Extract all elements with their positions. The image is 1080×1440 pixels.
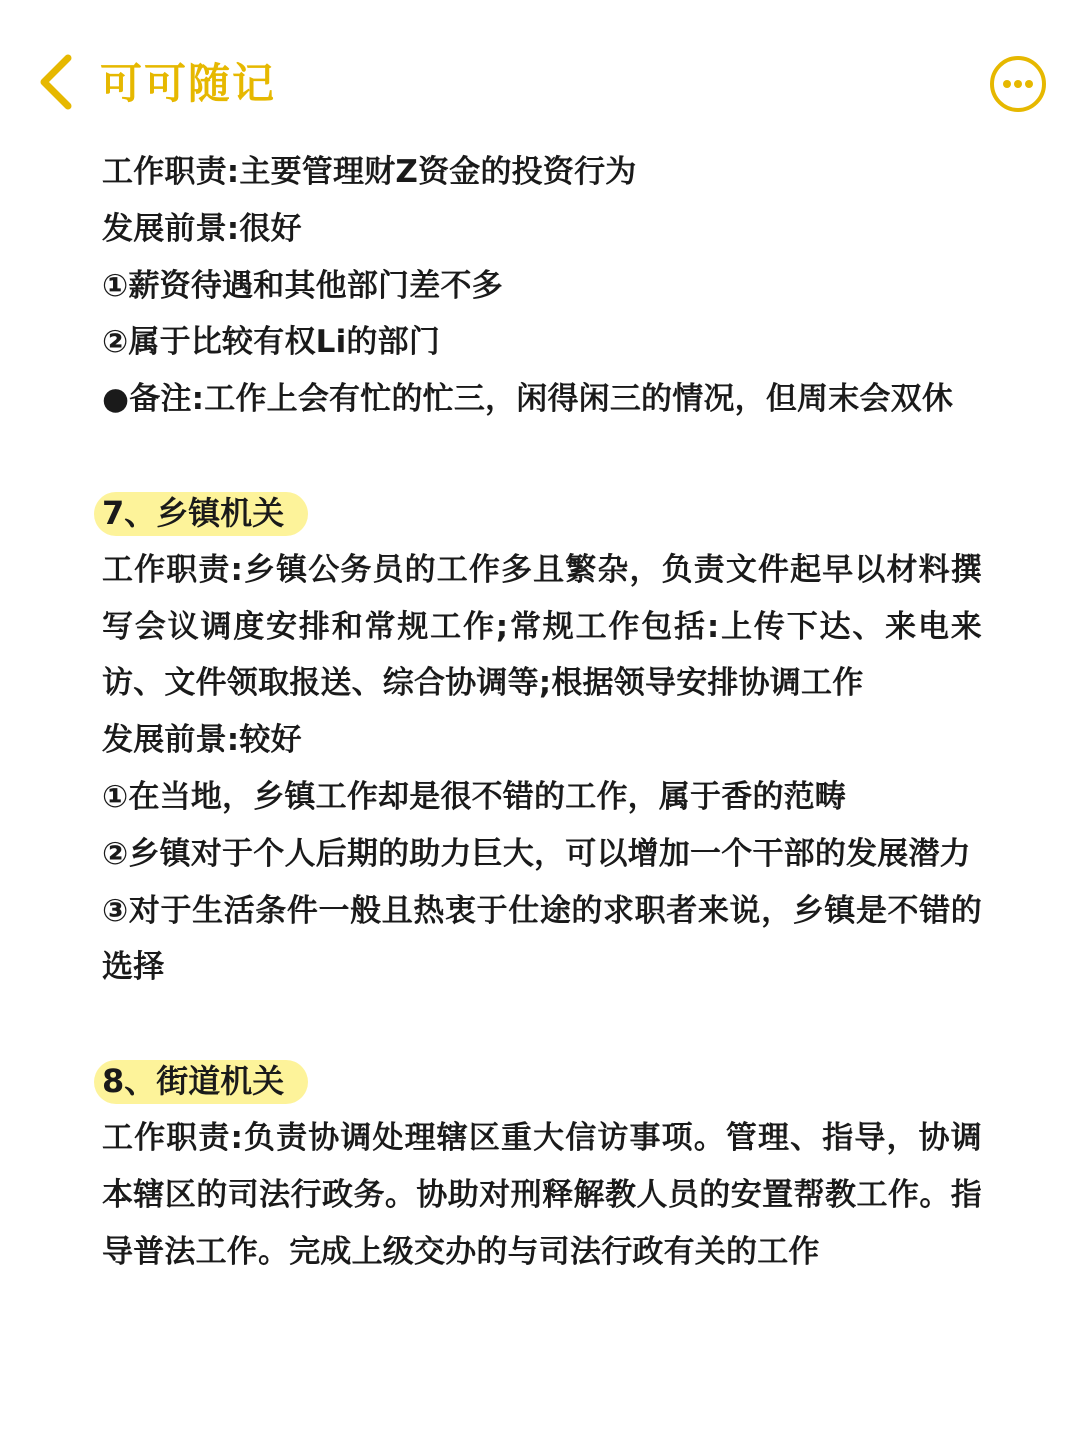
section-8-duty: 工作职责:负责协调处理辖区重大信访事项。管理、指导，协调本辖区的司法行政务。协助对刑释解教人员的安置帮教工作。指导普法工作。完成上级交办的与司法行政有关的工作 — [102, 1119, 982, 1270]
back-button[interactable] — [32, 52, 82, 112]
chevron-left-icon — [32, 52, 82, 112]
more-button[interactable] — [988, 54, 1048, 114]
section-7-body — [102, 542, 982, 996]
intro-note: ●备注:工作上会有忙的忙三，闲得闲三的情况，但周末会双休 — [102, 381, 954, 418]
section-7-point-3: ③对于生活条件一般且热衷于仕途的求职者来说，乡镇是不错的选择 — [102, 892, 982, 986]
note-content — [102, 144, 982, 1280]
section-7-duty: 工作职责:乡镇公务员的工作多且繁杂，负责文件起早以材料撰写会议调度安排和常规工作;常规工作包括:上传下达、来电来访、文件领取报送、综合协调等;根据领导安排协调工作 — [102, 551, 982, 702]
more-horizontal-icon — [988, 54, 1048, 114]
section-8-heading: 8、街道机关 — [102, 1062, 285, 1101]
section-8-heading-wrap — [102, 1053, 982, 1110]
intro-point-2: ②属于比较有权Li的部门 — [102, 324, 441, 361]
app-header — [0, 0, 1080, 150]
section-8-body — [102, 1110, 982, 1280]
section-7-heading: 7、乡镇机关 — [102, 493, 285, 532]
intro-point-1: ①薪资待遇和其他部门差不多 — [102, 267, 503, 304]
intro-prospect: 发展前景:很好 — [102, 210, 302, 247]
section-7-point-2: ②乡镇对于个人后期的助力巨大，可以增加一个干部的发展潜力 — [102, 835, 971, 872]
intro-duty: 工作职责:主要管理财Z资金的投资行为 — [102, 154, 637, 190]
section-7-prospect: 发展前景:较好 — [102, 722, 302, 759]
section-7-heading-wrap — [102, 485, 982, 542]
app-title: 可可随记 — [100, 59, 277, 108]
section-7-point-1: ①在当地，乡镇工作却是很不错的工作，属于香的范畴 — [102, 778, 847, 815]
